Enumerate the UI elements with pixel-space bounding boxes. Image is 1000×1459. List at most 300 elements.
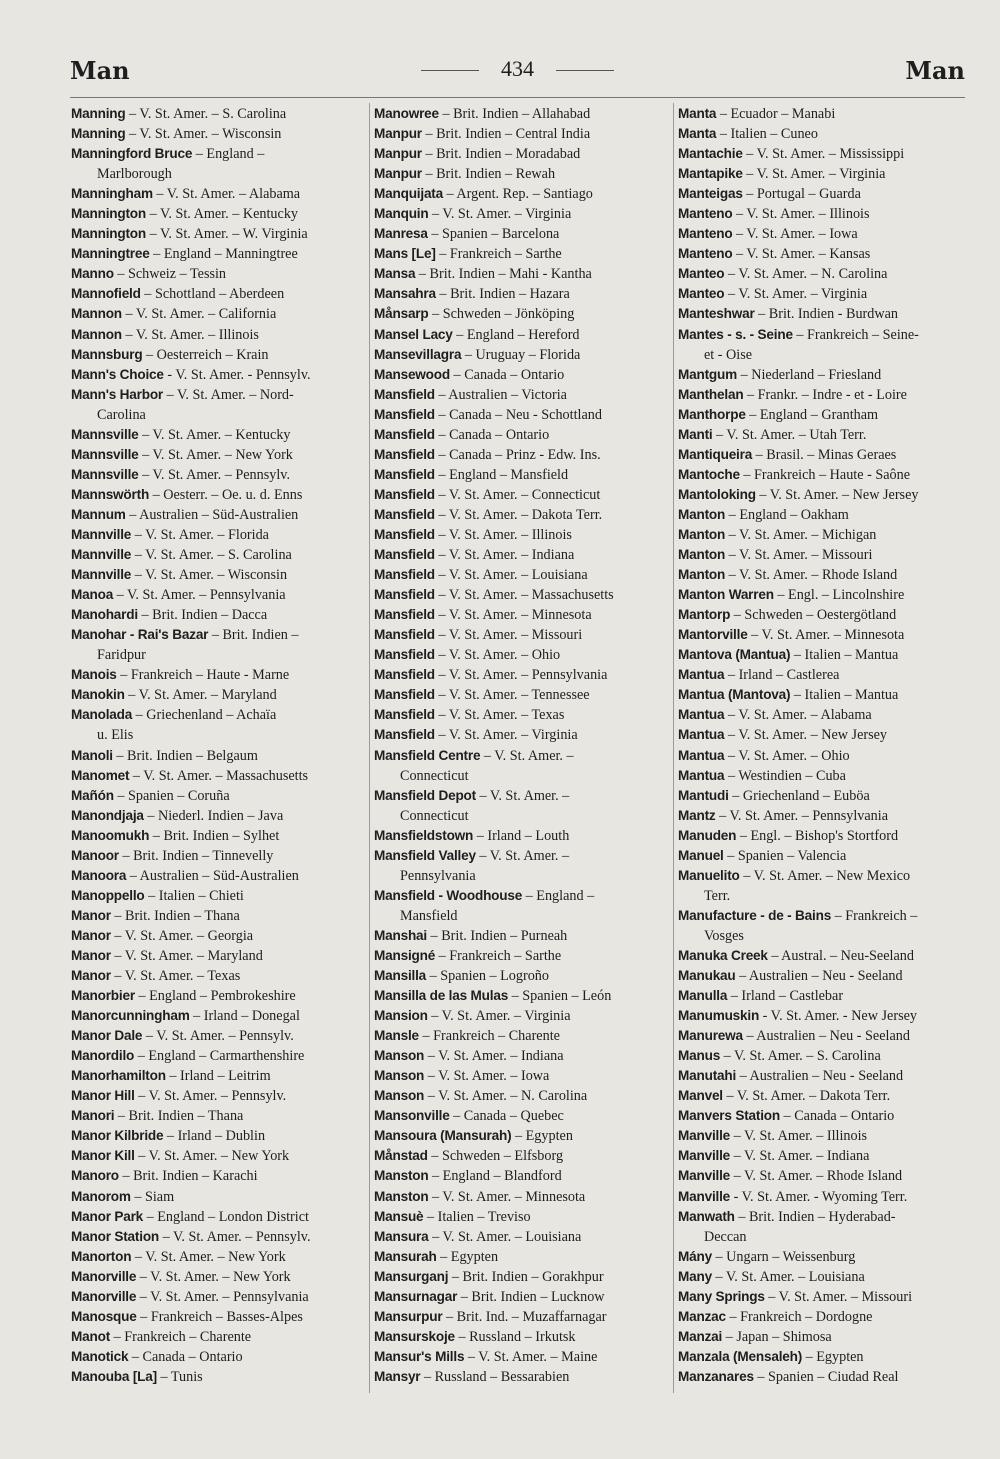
entry-location: – England – Hereford <box>452 326 580 343</box>
entry-headword: Mannington <box>71 206 147 222</box>
entry-headword: Mantua (Mantova) <box>678 687 791 703</box>
entry-headword: Månstad <box>374 1148 428 1164</box>
gazetteer-entry <box>71 224 367 244</box>
gazetteer-entry <box>374 244 672 264</box>
entry-location: – Brit. Indien – Thana <box>110 907 240 924</box>
entry-headword: Manorville <box>71 1288 137 1304</box>
entry-headword: Manti <box>678 426 713 442</box>
gazetteer-entry <box>374 204 672 224</box>
gazetteer-entry <box>71 766 367 786</box>
gazetteer-entry <box>71 1106 367 1126</box>
entry-headword: Manston <box>374 1168 429 1184</box>
entry-headword: Manson <box>374 1068 425 1084</box>
entry-location: – Engl. – Bishop's Stortford <box>736 827 899 844</box>
entry-location: – England – Manningtree <box>149 246 298 263</box>
gazetteer-entry <box>374 1046 672 1066</box>
entry-location: – Niederl. Indien – Java <box>143 807 284 824</box>
gazetteer-entry <box>678 1066 970 1086</box>
entry-headword: Manthelan <box>678 386 744 402</box>
entry-location: – V. St. Amer. – Indiana <box>730 1148 870 1165</box>
entry-location: – Brit. Indien – Dacca <box>137 607 268 624</box>
entry-location: – Italien – Mantua <box>790 687 899 704</box>
entry-location: – Italien – Mantua <box>790 647 899 664</box>
gazetteer-entry <box>374 525 672 545</box>
gazetteer-entry <box>678 1307 970 1327</box>
entry-location: – Japan – Shimosa <box>722 1328 832 1345</box>
entry-location: – V. St. Amer. – Louisiana <box>711 1268 865 1285</box>
entry-location: – Australien – Süd-Australien <box>126 867 299 884</box>
gazetteer-entry <box>374 1166 672 1186</box>
gazetteer-entry <box>678 786 970 806</box>
gazetteer-entry <box>374 284 672 304</box>
entry-headword: Manton <box>678 506 726 522</box>
gazetteer-entry <box>374 1267 672 1287</box>
gazetteer-entry <box>71 705 367 745</box>
entry-location: – Frankreich – Seine- <box>792 326 919 343</box>
entry-location: – Irland – Louth <box>473 827 570 844</box>
entry-location: – Brit. Indien – Gorakhpur <box>448 1268 604 1285</box>
gazetteer-entry <box>678 1086 970 1106</box>
entry-location: – V. St. Amer. – New Jersey <box>724 727 888 744</box>
entry-location: – Schweden – Elfsborg <box>427 1148 564 1165</box>
gazetteer-entry <box>678 585 970 605</box>
gazetteer-entry <box>678 1166 970 1186</box>
entry-headword: Manukau <box>678 968 736 984</box>
gazetteer-entry <box>678 284 970 304</box>
entry-headword: Manton <box>678 547 726 563</box>
entry-headword: Manteno <box>678 246 733 262</box>
entry-location: – Brit. Ind. – Muzaffarnagar <box>442 1308 607 1325</box>
entry-location: – Frankreich – Haute - Saône <box>739 466 911 483</box>
entry-headword: Manoro <box>71 1168 119 1184</box>
entry-location: – Tunis <box>156 1368 203 1385</box>
entry-headword: Manot <box>71 1328 111 1344</box>
entry-headword: Manzai <box>678 1328 723 1344</box>
gazetteer-entry <box>678 826 970 846</box>
entry-headword: Mantoloking <box>678 486 756 502</box>
entry-location: – V. St. Amer. – Virginia <box>427 1008 571 1025</box>
entry-location: – V. St. Amer. – Ohio <box>434 647 561 664</box>
entry-headword: Manor Park <box>71 1208 144 1224</box>
gazetteer-entry <box>678 1247 970 1267</box>
entry-headword: Manus <box>678 1048 721 1064</box>
entry-headword: Manoa <box>71 587 114 603</box>
entry-headword: Mannington <box>71 226 147 242</box>
entry-location: – V. St. Amer. – <box>475 847 570 864</box>
entry-headword: Manori <box>71 1108 115 1124</box>
gazetteer-entry <box>678 525 970 545</box>
entry-location: – Brit. Indien – Mahi - Kantha <box>415 266 592 283</box>
entry-headword: Mansfield <box>374 687 435 703</box>
entry-headword: Manorom <box>71 1188 131 1204</box>
gazetteer-entry <box>374 304 672 324</box>
gazetteer-entry <box>374 966 672 986</box>
entry-headword: Manning <box>71 126 126 142</box>
entry-headword: Mansfieldstown <box>374 827 474 843</box>
entry-location: – Australien – Neu - Seeland <box>736 1068 904 1085</box>
entry-headword: Manthorpe <box>678 406 746 422</box>
gazetteer-entry <box>374 224 672 244</box>
entry-location: – Frankr. – Indre - et - Loire <box>743 386 907 403</box>
entry-headword: Manor Kilbride <box>71 1128 164 1144</box>
entry-location: – V. St. Amer. – Pennsylvania <box>434 667 608 684</box>
entry-headword: Manville <box>678 1148 731 1164</box>
gazetteer-entry <box>374 846 672 886</box>
entry-headword: Mansfield <box>374 647 435 663</box>
entry-headword: Mansigné <box>374 947 436 963</box>
entry-location: – Egypten <box>802 1348 864 1365</box>
entry-location: – Frankreich – Charente <box>418 1028 560 1045</box>
entry-headword: Manta <box>678 126 717 142</box>
entry-location: – Canada – Ontario <box>450 366 565 383</box>
entry-headword: Mannsville <box>71 466 139 482</box>
entry-headword: Mansfield <box>374 587 435 603</box>
gazetteer-entry <box>374 926 672 946</box>
entry-headword: Manufacture - de - Bains <box>678 907 832 923</box>
entry-location: – Brit. Indien – Belgaum <box>112 747 258 764</box>
gazetteer-entry <box>678 304 970 324</box>
entry-headword: Many Springs <box>678 1288 765 1304</box>
entry-location: – Brit. Indien – Rewah <box>421 166 556 183</box>
entry-headword: Manuel <box>678 847 724 863</box>
gazetteer-entry <box>374 685 672 705</box>
entry-headword: Mansfield <box>374 486 435 502</box>
entry-location: – Australien – Victoria <box>434 386 567 403</box>
entry-location: – Westindien – Cuba <box>724 767 846 784</box>
entry-continuation: Connecticut <box>400 807 469 824</box>
entry-headword: Mannville <box>71 526 132 542</box>
entry-location: – V. St. Amer. – Tennessee <box>434 687 590 704</box>
entry-location: – Spanien – Ciudad Real <box>753 1368 899 1385</box>
gazetteer-entry <box>678 906 970 946</box>
gazetteer-entry <box>678 104 970 124</box>
entry-location: – Spanien – Barcelona <box>427 226 560 243</box>
entry-headword: Manorton <box>71 1248 132 1264</box>
gazetteer-entry <box>374 1347 672 1367</box>
gazetteer-entry <box>678 1106 970 1126</box>
entry-headword: Manning <box>71 106 126 121</box>
entry-headword: Manor <box>71 927 111 943</box>
gazetteer-entry <box>374 1066 672 1086</box>
entry-location: – V. St. Amer. – Rhode Island <box>725 567 898 584</box>
entry-location: – V. St. Amer. – Iowa <box>732 226 858 243</box>
gazetteer-entry <box>678 1267 970 1287</box>
gazetteer-entry <box>678 485 970 505</box>
entry-location: – Brit. Indien – Thana <box>114 1108 244 1125</box>
entry-location: – V. St. Amer. – Texas <box>110 968 241 985</box>
entry-location: – V. St. Amer. – Iowa <box>424 1068 550 1085</box>
entry-location: – Italien – Cuneo <box>716 126 818 143</box>
entry-headword: Manolada <box>71 707 133 723</box>
entry-location: – V. St. Amer. – Mississippi <box>742 146 905 163</box>
gazetteer-entry <box>374 1106 672 1126</box>
gazetteer-entry <box>71 365 367 385</box>
entry-location: – V. St. Amer. – Illinois <box>434 526 572 543</box>
gazetteer-entry <box>71 605 367 625</box>
gazetteer-entry <box>71 1006 367 1026</box>
entry-location: – England – <box>192 146 265 163</box>
entry-location: – Griechenland – Achaïa <box>132 707 277 724</box>
gazetteer-entry <box>678 244 970 264</box>
entry-headword: Mansoura (Mansurah) <box>374 1128 512 1144</box>
entry-headword: Manvel <box>678 1088 723 1104</box>
entry-location: – Spanien – Valencia <box>723 847 847 864</box>
entry-headword: Mansura <box>374 1228 429 1244</box>
entry-headword: Manoppello <box>71 887 145 903</box>
entry-location: – V. St. Amer. – Nord- <box>163 386 294 403</box>
entry-headword: Manoor <box>71 847 119 863</box>
gazetteer-entry <box>71 1046 367 1066</box>
gazetteer-entry <box>71 886 367 906</box>
gazetteer-entry <box>678 144 970 164</box>
gazetteer-entry <box>71 806 367 826</box>
entry-headword: Mansfield <box>374 667 435 683</box>
running-header <box>70 56 965 88</box>
entry-headword: Mantua <box>678 667 725 683</box>
entry-headword: Manville <box>678 1128 731 1144</box>
entry-headword: Manpur <box>374 146 422 162</box>
column-1 <box>71 104 367 1387</box>
gazetteer-entry <box>678 766 970 786</box>
entry-location: – Brit. Indien – Purneah <box>427 927 568 944</box>
entry-continuation: Terr. <box>704 887 731 904</box>
gazetteer-entry <box>71 445 367 465</box>
entry-headword: Manuelito <box>678 867 740 883</box>
entry-location: – V. St. Amer. – Kansas <box>732 246 871 263</box>
gazetteer-entry <box>71 264 367 284</box>
entry-location: – Schweden – Oestergötland <box>730 607 897 624</box>
entry-headword: Manteo <box>678 286 725 302</box>
entry-location: – V. St. Amer. – Dakota Terr. <box>722 1088 891 1105</box>
entry-headword: Mansle <box>374 1028 419 1044</box>
entry-headword: Mann's Harbor <box>71 386 164 402</box>
gazetteer-entry <box>71 505 367 525</box>
entry-headword: Manorhamilton <box>71 1068 166 1084</box>
gazetteer-entry <box>678 605 970 625</box>
entry-headword: Mansfield <box>374 727 435 743</box>
entry-location: – V. St. Amer. – Maine <box>464 1348 598 1365</box>
entry-headword: Manorville <box>71 1268 137 1284</box>
gazetteer-entry <box>678 1287 970 1307</box>
entry-headword: Mantova (Mantua) <box>678 647 791 663</box>
entry-continuation: Pennsylvania <box>400 867 476 884</box>
entry-headword: Mansfield <box>374 627 435 643</box>
entry-location: – Portugal – Guarda <box>742 186 861 203</box>
entry-location: – Brit. Indien – Moradabad <box>421 146 581 163</box>
gazetteer-entry <box>678 625 970 645</box>
entry-headword: Mansfield <box>374 426 435 442</box>
gazetteer-entry <box>374 605 672 625</box>
gazetteer-entry <box>71 826 367 846</box>
gazetteer-entry <box>678 465 970 485</box>
gazetteer-entry <box>71 244 367 264</box>
gazetteer-entry <box>678 966 970 986</box>
gazetteer-entry <box>71 1347 367 1367</box>
entry-continuation: Mansfield <box>400 907 458 924</box>
entry-location: – V. St. Amer. – S. Carolina <box>720 1048 881 1065</box>
entry-headword: Mans [Le] <box>374 246 436 262</box>
entry-headword: Mansurpur <box>374 1308 443 1324</box>
entry-location: – Oesterreich – Krain <box>142 346 269 363</box>
entry-headword: Manuden <box>678 827 737 843</box>
entry-location: – Russland – Irkutsk <box>454 1328 576 1345</box>
entry-location: – V. St. Amer. – New York <box>138 446 293 463</box>
entry-location: – Frankreich – Haute - Marne <box>116 667 290 684</box>
gazetteer-entry <box>71 1126 367 1146</box>
entry-location: – Italien – Treviso <box>423 1208 531 1225</box>
entry-location: – England – Carmarthenshire <box>134 1048 305 1065</box>
header-right-word: Man <box>905 56 965 85</box>
entry-headword: Mansilla de las Mulas <box>374 988 509 1004</box>
entry-location: – V. St. Amer. – Michigan <box>725 526 877 543</box>
column-3 <box>678 104 970 1387</box>
entry-location: – Canada – Prinz - Edw. Ins. <box>434 446 601 463</box>
gazetteer-entry <box>374 405 672 425</box>
entry-location: – V. St. Amer. – Texas <box>434 707 565 724</box>
gazetteer-entry <box>71 1307 367 1327</box>
entry-location: – V. St. Amer. – <box>475 787 570 804</box>
entry-location: – Frankreich – Sarthe <box>435 947 562 964</box>
entry-headword: Mansilla <box>374 968 427 984</box>
gazetteer-entry <box>71 1227 367 1247</box>
entry-location: – V. St. Amer. – New York <box>134 1148 290 1165</box>
entry-headword: Manta <box>678 106 717 121</box>
entry-headword: Manurewa <box>678 1028 743 1044</box>
entry-headword: Mannon <box>71 306 122 322</box>
gazetteer-entry <box>374 545 672 565</box>
entry-headword: Manutahi <box>678 1068 737 1084</box>
entry-headword: Manville <box>678 1168 731 1184</box>
page-number: 434 <box>70 56 965 82</box>
entry-headword: Manzac <box>678 1308 726 1324</box>
gazetteer-entry <box>678 1347 970 1367</box>
entry-location: – Canada – Ontario <box>128 1348 243 1365</box>
entry-location: – V. St. Amer. – Louisiana <box>434 567 588 584</box>
gazetteer-entry <box>71 786 367 806</box>
entry-location: – Australien – Neu - Seeland <box>735 968 903 985</box>
entry-headword: Mannum <box>71 506 126 522</box>
entry-location: – V. St. Amer. – New Mexico <box>739 867 911 884</box>
gazetteer-entry <box>678 1327 970 1347</box>
gazetteer-entry <box>71 665 367 685</box>
gazetteer-entry <box>374 826 672 846</box>
entry-location: – V. St. Amer. – Missouri <box>434 627 583 644</box>
gazetteer-entry <box>71 986 367 1006</box>
entry-location: – Niederland – Friesland <box>737 366 882 383</box>
gazetteer-entry <box>71 1066 367 1086</box>
gazetteer-entry <box>374 725 672 745</box>
entry-headword: Manor Station <box>71 1228 160 1244</box>
entry-headword: Mantua <box>678 767 725 783</box>
gazetteer-entry <box>678 746 970 766</box>
entry-location: – V. St. Amer. – Alabama <box>152 186 301 203</box>
entry-headword: Mansurnagar <box>374 1288 458 1304</box>
entry-location: – V. St. Amer. – New York <box>136 1268 291 1285</box>
column-divider <box>673 103 674 1393</box>
entry-headword: Manor Dale <box>71 1028 143 1044</box>
gazetteer-entry <box>374 625 672 645</box>
entry-location: – V. St. Amer. – Rhode Island <box>730 1168 903 1185</box>
entry-location: – V. St. Amer. – Indiana <box>424 1048 564 1065</box>
entry-location: – V. St. Amer. – Pennsylv. <box>134 1088 287 1105</box>
entry-continuation: et - Oise <box>704 346 753 363</box>
gazetteer-entry <box>374 986 672 1006</box>
gazetteer-entry <box>678 1046 970 1066</box>
gazetteer-entry <box>374 1287 672 1307</box>
entry-headword: Mannsburg <box>71 346 143 362</box>
gazetteer-entry <box>71 1247 367 1267</box>
gazetteer-entry <box>374 886 672 926</box>
gazetteer-entry <box>71 325 367 345</box>
gazetteer-entry <box>374 325 672 345</box>
entry-continuation: u. Elis <box>97 727 134 744</box>
entry-location: – V. St. Amer. – Kentucky <box>146 206 299 223</box>
gazetteer-entry <box>678 1126 970 1146</box>
gazetteer-entry <box>71 1166 367 1186</box>
entry-headword: Mansyr <box>374 1368 421 1384</box>
entry-continuation: Deccan <box>704 1228 747 1245</box>
gazetteer-entry <box>374 1327 672 1347</box>
entry-location: – Oesterr. – Oe. u. d. Enns <box>149 486 303 503</box>
entry-headword: Mantes - s. - Seine <box>678 326 793 342</box>
entry-headword: Mansfield <box>374 607 435 623</box>
gazetteer-entry <box>374 746 672 786</box>
gazetteer-entry <box>374 264 672 284</box>
gazetteer-entry <box>71 585 367 605</box>
entry-location: – V. St. Amer. – Pennsylv. <box>159 1228 311 1245</box>
entry-headword: Manor <box>71 968 111 984</box>
entry-headword: Manzala (Mensaleh) <box>678 1348 803 1364</box>
gazetteer-entry <box>678 846 970 866</box>
entry-location: – Schweiz – Tessin <box>113 266 227 283</box>
entry-headword: Mannville <box>71 547 132 563</box>
gazetteer-entry <box>678 705 970 725</box>
gazetteer-entry <box>71 966 367 986</box>
entry-headword: Manondjaja <box>71 807 144 823</box>
gazetteer-entry <box>374 385 672 405</box>
gazetteer-entry <box>71 204 367 224</box>
gazetteer-entry <box>374 465 672 485</box>
entry-location: – V. St. Amer. – Maryland <box>110 947 263 964</box>
entry-headword: Manomet <box>71 767 130 783</box>
entry-location: - V. St. Amer. - Pennsylv. <box>163 366 311 383</box>
gazetteer-entry <box>678 645 970 665</box>
entry-location: – Frankreich – <box>831 907 918 924</box>
entry-headword: Mansion <box>374 1008 428 1024</box>
gazetteer-entry <box>71 1367 367 1387</box>
entry-location: – Brit. Indien – Tinnevelly <box>118 847 274 864</box>
entry-location: – Canada – Quebec <box>449 1108 564 1125</box>
gazetteer-entry <box>374 1187 672 1207</box>
entry-location: - V. St. Amer. - New Jersey <box>759 1008 917 1025</box>
entry-headword: Manwath <box>678 1208 735 1224</box>
entry-location: – Egypten <box>436 1248 499 1265</box>
entry-location: – V. St. Amer. – Pennsylv. <box>142 1028 294 1045</box>
entry-headword: Mannsville <box>71 426 139 442</box>
entry-continuation: Faridpur <box>97 647 146 664</box>
entry-location: – V. St. Amer. – Pennsylvania <box>136 1288 309 1305</box>
gazetteer-entry <box>678 204 970 224</box>
entry-headword: Manston <box>374 1188 429 1204</box>
entry-headword: Mantorp <box>678 607 731 623</box>
entry-headword: Manpur <box>374 126 422 142</box>
entry-headword: Mansahra <box>374 286 436 302</box>
entry-headword: Mansewood <box>374 366 450 382</box>
gazetteer-entry <box>374 565 672 585</box>
entry-location: – Irland – Dublin <box>163 1128 266 1145</box>
column-divider <box>369 103 370 1393</box>
entry-headword: Mansfield <box>374 466 435 482</box>
